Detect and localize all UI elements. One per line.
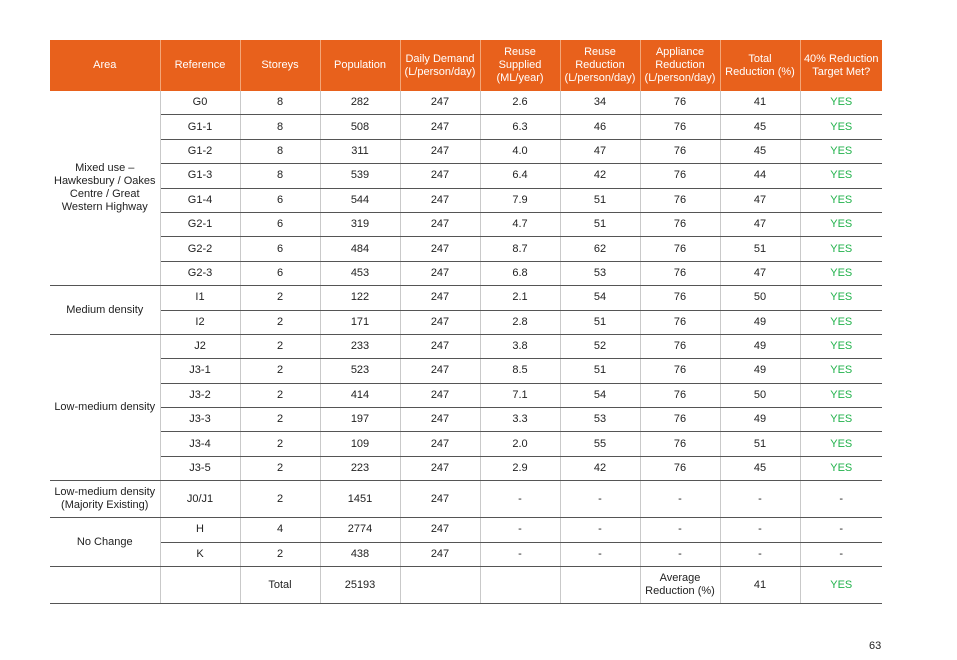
reference-cell: G2-3	[160, 261, 240, 285]
total-reduction-cell: 47	[720, 188, 800, 212]
appliance-reduction-cell: 76	[640, 139, 720, 163]
appliance-reduction-cell: 76	[640, 432, 720, 456]
reuse-supplied-cell: -	[480, 518, 560, 542]
reuse-reduction-cell: 34	[560, 91, 640, 115]
target-met-cell: YES	[800, 383, 882, 407]
appliance-reduction-cell: -	[640, 518, 720, 542]
appliance-reduction-cell: 76	[640, 212, 720, 236]
reference-cell: J3-3	[160, 408, 240, 432]
reuse-reduction-cell: 42	[560, 456, 640, 480]
population-cell: 523	[320, 359, 400, 383]
col-header-storeys: Storeys	[240, 40, 320, 91]
reference-cell: G2-1	[160, 212, 240, 236]
total-reduction-cell: -	[720, 518, 800, 542]
reuse-supplied-cell: 6.3	[480, 115, 560, 139]
empty-cell	[560, 567, 640, 604]
reference-cell: J3-5	[160, 456, 240, 480]
storeys-cell: 8	[240, 115, 320, 139]
reuse-reduction-cell: 62	[560, 237, 640, 261]
table-row	[50, 310, 882, 334]
daily-demand-cell: 247	[400, 286, 480, 310]
storeys-cell: 8	[240, 91, 320, 115]
storeys-cell: 6	[240, 261, 320, 285]
appliance-reduction-cell: 76	[640, 261, 720, 285]
target-met-cell: -	[800, 481, 882, 518]
daily-demand-cell: 247	[400, 432, 480, 456]
target-met-cell: -	[800, 542, 882, 566]
reuse-supplied-cell: 3.8	[480, 334, 560, 358]
storeys-cell: 2	[240, 286, 320, 310]
reuse-supplied-cell: -	[480, 542, 560, 566]
table-row	[50, 334, 882, 358]
daily-demand-cell: 247	[400, 261, 480, 285]
table-row	[50, 261, 882, 285]
total-reduction-cell: 41	[720, 91, 800, 115]
appliance-reduction-cell: 76	[640, 237, 720, 261]
appliance-reduction-cell: -	[640, 481, 720, 518]
total-target-met: YES	[800, 567, 882, 604]
daily-demand-cell: 247	[400, 383, 480, 407]
reuse-supplied-cell: 8.7	[480, 237, 560, 261]
population-cell: 453	[320, 261, 400, 285]
target-met-cell: YES	[800, 359, 882, 383]
daily-demand-cell: 247	[400, 334, 480, 358]
table-row	[50, 383, 882, 407]
area-cell: Low-medium density (Majority Existing)	[50, 481, 160, 518]
storeys-cell: 6	[240, 212, 320, 236]
total-reduction-cell: 47	[720, 261, 800, 285]
table-row	[50, 212, 882, 236]
population-cell: 508	[320, 115, 400, 139]
area-cell: No Change	[50, 518, 160, 567]
total-reduction-cell: 50	[720, 383, 800, 407]
target-met-cell: YES	[800, 408, 882, 432]
reuse-supplied-cell: 4.7	[480, 212, 560, 236]
table-row	[50, 408, 882, 432]
daily-demand-cell: 247	[400, 115, 480, 139]
reference-cell: J0/J1	[160, 481, 240, 518]
average-reduction-label: Average Reduction (%)	[640, 567, 720, 604]
reuse-reduction-cell: -	[560, 481, 640, 518]
population-cell: 171	[320, 310, 400, 334]
storeys-cell: 2	[240, 359, 320, 383]
reuse-supplied-cell: 7.9	[480, 188, 560, 212]
total-reduction-cell: 49	[720, 334, 800, 358]
target-met-cell: YES	[800, 115, 882, 139]
daily-demand-cell: 247	[400, 91, 480, 115]
col-header-appliance-reduction: Appliance Reduction (L/person/day)	[640, 40, 720, 91]
population-cell: 109	[320, 432, 400, 456]
daily-demand-cell: 247	[400, 164, 480, 188]
daily-demand-cell: 247	[400, 408, 480, 432]
target-met-cell: YES	[800, 188, 882, 212]
table-row	[50, 432, 882, 456]
empty-cell	[50, 567, 160, 604]
appliance-reduction-cell: 76	[640, 456, 720, 480]
table-body	[50, 91, 882, 604]
reference-cell: H	[160, 518, 240, 542]
target-met-cell: YES	[800, 212, 882, 236]
reuse-supplied-cell: 2.9	[480, 456, 560, 480]
appliance-reduction-cell: 76	[640, 359, 720, 383]
table-row	[50, 164, 882, 188]
reuse-supplied-cell: 3.3	[480, 408, 560, 432]
average-reduction-value: 41	[720, 567, 800, 604]
appliance-reduction-cell: 76	[640, 383, 720, 407]
col-header-reuse-reduction: Reuse Reduction (L/person/day)	[560, 40, 640, 91]
total-population: 25193	[320, 567, 400, 604]
reuse-reduction-cell: 54	[560, 286, 640, 310]
daily-demand-cell: 247	[400, 237, 480, 261]
reuse-supplied-cell: -	[480, 481, 560, 518]
reference-cell: G0	[160, 91, 240, 115]
table-row	[50, 481, 882, 518]
total-reduction-cell: -	[720, 542, 800, 566]
daily-demand-cell: 247	[400, 456, 480, 480]
header-row	[50, 40, 882, 91]
total-reduction-cell: 47	[720, 212, 800, 236]
reuse-reduction-cell: 52	[560, 334, 640, 358]
col-header-total-reduction: Total Reduction (%)	[720, 40, 800, 91]
table-row	[50, 542, 882, 566]
daily-demand-cell: 247	[400, 212, 480, 236]
reuse-reduction-cell: 53	[560, 408, 640, 432]
reuse-supplied-cell: 8.5	[480, 359, 560, 383]
total-row	[50, 567, 882, 604]
reuse-supplied-cell: 2.1	[480, 286, 560, 310]
area-cell: Medium density	[50, 286, 160, 335]
target-met-cell: YES	[800, 334, 882, 358]
storeys-cell: 2	[240, 334, 320, 358]
appliance-reduction-cell: 76	[640, 188, 720, 212]
reuse-reduction-cell: 55	[560, 432, 640, 456]
reference-cell: J3-4	[160, 432, 240, 456]
population-cell: 282	[320, 91, 400, 115]
target-met-cell: YES	[800, 261, 882, 285]
reuse-reduction-cell: 51	[560, 212, 640, 236]
target-met-cell: YES	[800, 164, 882, 188]
population-cell: 438	[320, 542, 400, 566]
reference-cell: G1-2	[160, 139, 240, 163]
reuse-reduction-cell: 51	[560, 359, 640, 383]
total-reduction-cell: 51	[720, 432, 800, 456]
reuse-supplied-cell: 7.1	[480, 383, 560, 407]
reference-cell: G1-1	[160, 115, 240, 139]
empty-cell	[160, 567, 240, 604]
reuse-reduction-cell: 47	[560, 139, 640, 163]
reuse-reduction-cell: 53	[560, 261, 640, 285]
storeys-cell: 2	[240, 383, 320, 407]
storeys-cell: 6	[240, 237, 320, 261]
reference-cell: K	[160, 542, 240, 566]
population-cell: 484	[320, 237, 400, 261]
daily-demand-cell: 247	[400, 188, 480, 212]
reference-cell: J3-2	[160, 383, 240, 407]
reuse-supplied-cell: 2.0	[480, 432, 560, 456]
population-cell: 544	[320, 188, 400, 212]
total-reduction-cell: -	[720, 481, 800, 518]
daily-demand-cell: 247	[400, 542, 480, 566]
table-row	[50, 115, 882, 139]
total-reduction-cell: 45	[720, 456, 800, 480]
population-cell: 414	[320, 383, 400, 407]
appliance-reduction-cell: 76	[640, 164, 720, 188]
table-row	[50, 237, 882, 261]
reuse-reduction-cell: 51	[560, 310, 640, 334]
storeys-cell: 2	[240, 432, 320, 456]
table-row	[50, 188, 882, 212]
col-header-daily-demand: Daily Demand (L/person/day)	[400, 40, 480, 91]
target-met-cell: YES	[800, 456, 882, 480]
reuse-reduction-cell: 46	[560, 115, 640, 139]
reference-cell: G2-2	[160, 237, 240, 261]
col-header-population: Population	[320, 40, 400, 91]
storeys-cell: 2	[240, 542, 320, 566]
reference-cell: J2	[160, 334, 240, 358]
appliance-reduction-cell: 76	[640, 91, 720, 115]
target-met-cell: YES	[800, 310, 882, 334]
reference-cell: G1-4	[160, 188, 240, 212]
reuse-supplied-cell: 4.0	[480, 139, 560, 163]
area-cell: Low-medium density	[50, 334, 160, 480]
reuse-reduction-cell: 42	[560, 164, 640, 188]
water-reduction-table	[50, 40, 882, 604]
daily-demand-cell: 247	[400, 359, 480, 383]
col-header-reference: Reference	[160, 40, 240, 91]
storeys-cell: 8	[240, 164, 320, 188]
table-row	[50, 91, 882, 115]
reuse-reduction-cell: -	[560, 518, 640, 542]
storeys-cell: 6	[240, 188, 320, 212]
total-reduction-cell: 49	[720, 408, 800, 432]
total-label: Total	[240, 567, 320, 604]
table-row	[50, 456, 882, 480]
target-met-cell: YES	[800, 237, 882, 261]
appliance-reduction-cell: -	[640, 542, 720, 566]
reuse-supplied-cell: 6.4	[480, 164, 560, 188]
daily-demand-cell: 247	[400, 139, 480, 163]
storeys-cell: 8	[240, 139, 320, 163]
population-cell: 539	[320, 164, 400, 188]
table-row	[50, 286, 882, 310]
total-reduction-cell: 44	[720, 164, 800, 188]
reuse-reduction-cell: -	[560, 542, 640, 566]
reuse-supplied-cell: 2.6	[480, 91, 560, 115]
population-cell: 1451	[320, 481, 400, 518]
reuse-reduction-cell: 54	[560, 383, 640, 407]
col-header-area: Area	[50, 40, 160, 91]
storeys-cell: 2	[240, 408, 320, 432]
appliance-reduction-cell: 76	[640, 310, 720, 334]
storeys-cell: 2	[240, 456, 320, 480]
population-cell: 233	[320, 334, 400, 358]
daily-demand-cell: 247	[400, 310, 480, 334]
total-reduction-cell: 50	[720, 286, 800, 310]
reuse-supplied-cell: 6.8	[480, 261, 560, 285]
target-met-cell: YES	[800, 432, 882, 456]
appliance-reduction-cell: 76	[640, 408, 720, 432]
appliance-reduction-cell: 76	[640, 334, 720, 358]
empty-cell	[480, 567, 560, 604]
target-met-cell: YES	[800, 139, 882, 163]
total-reduction-cell: 49	[720, 359, 800, 383]
reference-cell: I1	[160, 286, 240, 310]
reference-cell: G1-3	[160, 164, 240, 188]
appliance-reduction-cell: 76	[640, 286, 720, 310]
appliance-reduction-cell: 76	[640, 115, 720, 139]
storeys-cell: 4	[240, 518, 320, 542]
storeys-cell: 2	[240, 310, 320, 334]
col-header-reuse-supplied: Reuse Supplied (ML/year)	[480, 40, 560, 91]
area-cell: Mixed use – Hawkesbury / Oakes Centre / Great Western Highway	[50, 91, 160, 286]
total-reduction-cell: 45	[720, 139, 800, 163]
population-cell: 311	[320, 139, 400, 163]
population-cell: 319	[320, 212, 400, 236]
population-cell: 122	[320, 286, 400, 310]
table-row	[50, 359, 882, 383]
reuse-reduction-cell: 51	[560, 188, 640, 212]
reference-cell: J3-1	[160, 359, 240, 383]
total-reduction-cell: 45	[720, 115, 800, 139]
population-cell: 197	[320, 408, 400, 432]
population-cell: 223	[320, 456, 400, 480]
page-number: 63	[869, 640, 882, 652]
target-met-cell: YES	[800, 286, 882, 310]
target-met-cell: -	[800, 518, 882, 542]
total-reduction-cell: 49	[720, 310, 800, 334]
table-row	[50, 139, 882, 163]
table-row	[50, 518, 882, 542]
total-reduction-cell: 51	[720, 237, 800, 261]
reference-cell: I2	[160, 310, 240, 334]
empty-cell	[400, 567, 480, 604]
daily-demand-cell: 247	[400, 518, 480, 542]
population-cell: 2774	[320, 518, 400, 542]
col-header-target-met: 40% Reduction Target Met?	[800, 40, 882, 91]
target-met-cell: YES	[800, 91, 882, 115]
daily-demand-cell: 247	[400, 481, 480, 518]
reuse-supplied-cell: 2.8	[480, 310, 560, 334]
storeys-cell: 2	[240, 481, 320, 518]
